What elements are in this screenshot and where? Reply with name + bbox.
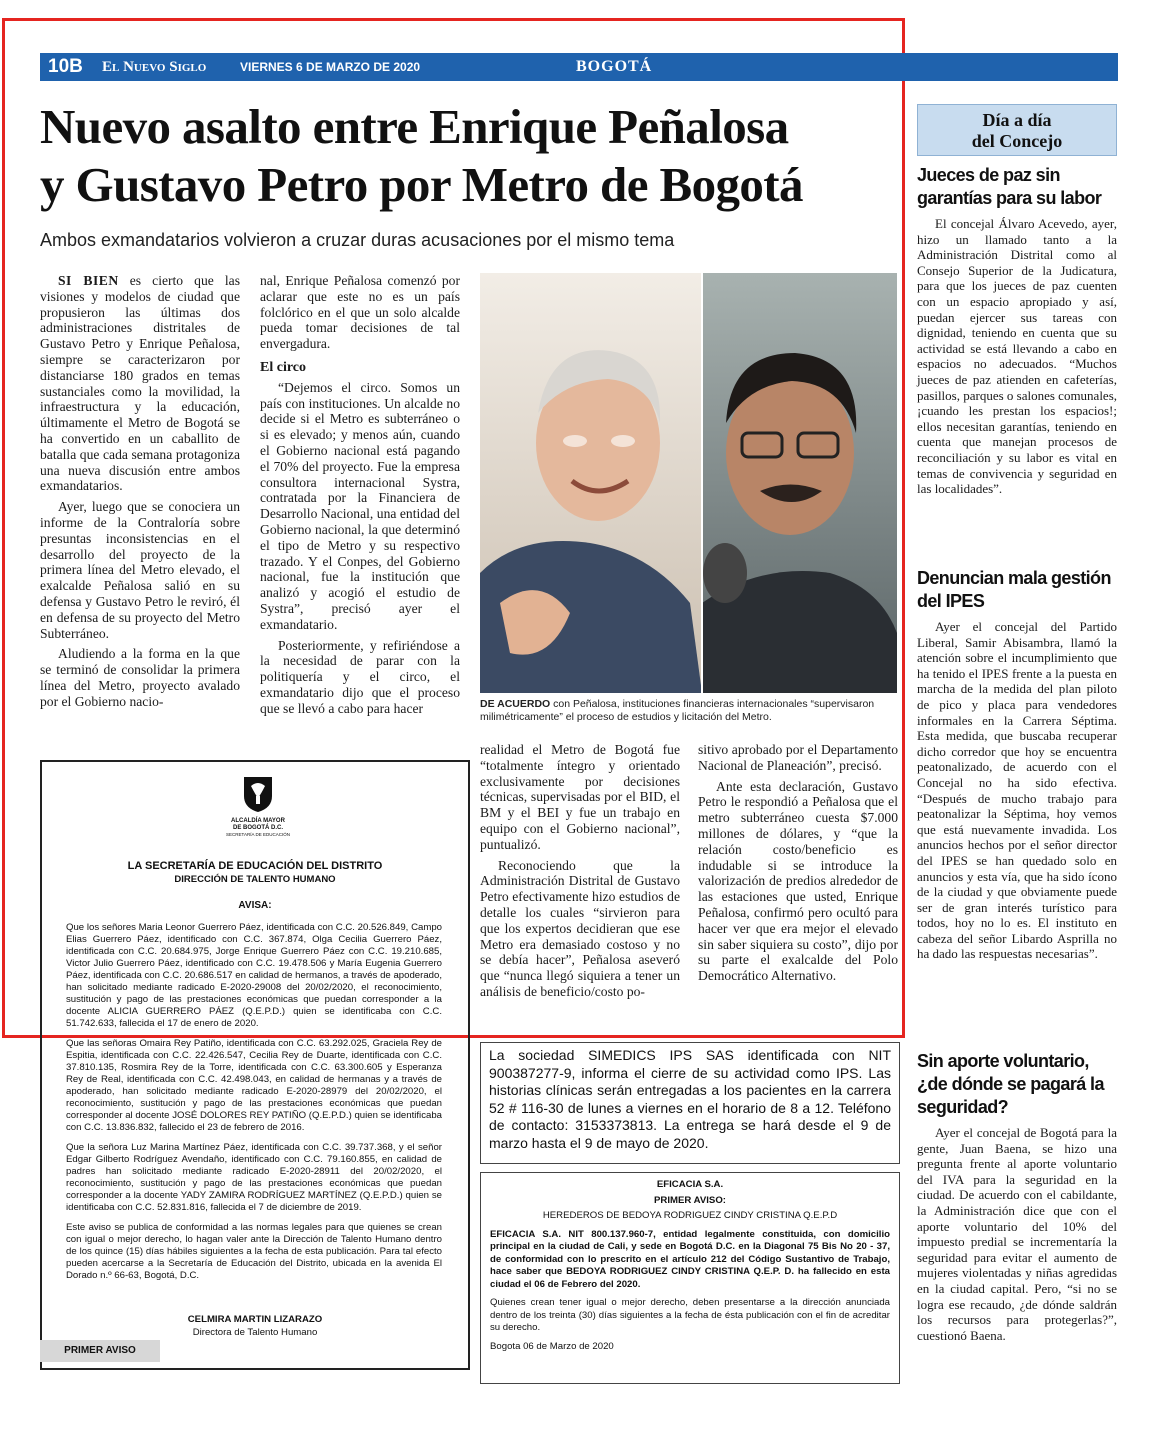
column-3-paragraph-1: realidad el Metro de Bogotá fue “totalmente íntegro y orientado exclusivamente por decisiones técnicas, supervisadas por el BID, el BM y el BEI y fue un trabajo en equipo con el Gobierno nacional”, puntualizó. <box>480 742 680 852</box>
sidebar-text-1: El concejal Álvaro Acevedo, ayer, hizo un llamado tanto a la Administración Distrital como al Consejo Superior de la Judicatura, para que los jueces de paz cuenten con un espacio apropiado y así, puedan ejercer sus tareas con dignidad, teniendo en cuenta que su actividad se está llevando a cabo en espacios no adecuados. “Muchos jueces de paz atienden en cafeterías, pasillos, parques o salones comunales, ¡cuando les prestan los espacios!; ellos necesitan garantías, teniendo en cuenta que manejan procesos de reconciliación y su labor es vital en temas de convivencia y seguridad en las localidades”. <box>917 216 1118 497</box>
column-2-paragraph-3: Posteriormente, y refiriéndose a la necesidad de parar con la politiquería y el circo, el exmandatario dijo que el proceso que se llevó a cabo para hacer <box>260 637 460 716</box>
notice-secretaria-educacion <box>40 760 470 1370</box>
notice-title: LA SECRETARÍA DE EDUCACIÓN DEL DISTRITO <box>127 860 383 872</box>
column-2-paragraph-1: nal, Enrique Peñalosa comenzó por aclarar que este no es un país folclórico en el que un solo alcalde pueda tomar decisiones de tal envergadura. <box>260 273 460 352</box>
article-photo <box>480 273 897 693</box>
eficacia-company: EFICACIA S.A. <box>656 1179 724 1190</box>
eficacia-paragraph-1: EFICACIA S.A. NIT 800.137.960-7, entidad legalmente constituida, con domicilio principal en la ciudad de Cali, y sede en Bogotá D.C. en la Diagonal 75 Bis No 20 - 37, de conformidad con lo prescrito en el artículo 212 del Código Sustantivo de Trabajo, hace saber que BEDOYA RODRIGUEZ CINDY CRISTINA Q.E.P. D. ha fallecido en esta ciudad el 06 de Febrero del 2020. <box>490 1228 890 1290</box>
notice-paragraph-1: Que los señores Maria Leonor Guerrero Páez, identificada con C.C. 20.526.849, Campo Elias Guerrero Páez, identificado con C.C. 367.874, Olga Cecilia Guerrero Páez, identificada con C.C. 20.684.975, Jorge Enrique Guerrero Páez con C.C. 19.210.685, Victor Julio Guerrero Páez, identificado con C.C. 19.478.506 y María Eugenia Guerrero Páez, identificada con C.C. 20.686.517 en calidad de hermanos, a través de apoderado, han solicitado mediante radicado E-2020-29008 del 20/02/2020, el reconocimiento, sustitución y pago de las prestaciones económicas que puedan corresponder a la docente ALICIA GUERRERO PÁEZ (Q.E.P.D.) quien se identificaba con C.C. 51.742.633, fallecida el 17 de enero de 2020. <box>66 922 442 1029</box>
column-4-paragraph-1: sitivo aprobado por el Departamento Nacional de Planeación”, precisó. <box>698 742 898 773</box>
notice-body <box>66 922 442 1290</box>
notice-paragraph-2: Que las señoras Omaira Rey Patiño, identificada con C.C. 63.292.025, Graciela Rey de Espitia, identificada con C.C. 22.426.547, Cecilia Rey de Duarte, identificada con C.C. 37.810.135, Rosmira Rey de la Torre, identificada con C.C. 63.300.605 y Esperanza Rey de Real, identificada con C.C. 42.498.043, en calidad de hermanas y a través de apoderado, han solicitado mediante radicado E-2020-28979 del 20/02/2020, el reconocimiento, sustitución y pago de las prestaciones económicas que puedan corresponder al docente JOSÉ DOLORES REY PATIÑO (Q.E.P.D.) quien se identificaba con C.C. 13.836.832, fallecido el 23 de febrero de 2016. <box>66 1038 442 1133</box>
article-column-2 <box>260 273 460 722</box>
sidebar-item-jueces <box>917 164 1117 497</box>
newspaper-name: El Nuevo Siglo <box>102 59 207 75</box>
section-name: BOGOTÁ <box>576 58 653 75</box>
column-3-paragraph-2: Reconociendo que la Administración Distrital de Gustavo Petro efectivamente hizo estudios de detalle los cuales “sirvieron para que los expertos decidieran que ese Metro era demasiado costoso y no se debía hacer”, Peñalosa aseveró que “nunca llegó siquiera a tener un análisis de beneficio/costo po- <box>480 857 680 999</box>
alcaldia-logo: ALCALDÍA MAYOR DE BOGOTÁ D.C. SECRETARÍA DE EDUCACIÓN <box>218 774 298 838</box>
lead-in: SI BIEN <box>58 273 119 288</box>
column-4-paragraph-2: Ante esta declaración, Gustavo Petro le respondió a Peñalosa que el metro subterráneo cuesta $7.000 millones de dólares, y “que la relación costo/beneficio es indudable si se introduce la valorización de predios alrededor de las estaciones que usted, Enrique Peñalosa, confirmó pero ocultó para hacer ver que era mejor el elevado sin saber siquiera su costo”, dijo por su parte el exalcalde del Polo Democrático Alternativo. <box>698 778 898 984</box>
notice-simedics: La sociedad SIMEDICS IPS SAS identificada con NIT 900387277-9, informa el cierre de su actividad como IPS. Las historias clínicas serán entregadas a los pacientes en la carrera 52 # 116-30 de lunes a viernes en el horario de 8 a 12. Teléfono de contacto: 3153373813. La entrega se hará desde el 9 de marzo hasta el 9 de mayo de 2020. <box>480 1042 900 1164</box>
page-number: 10B <box>48 56 83 77</box>
issue-date: VIERNES 6 DE MARZO DE 2020 <box>240 60 421 74</box>
sidebar-text-2: Ayer el concejal del Partido Liberal, Samir Abisambra, llamó la atención sobre el incumplimiento que ha tenido el IPES frente a la puesta en marcha de la medida del plan piloto de pico y placa para vendedores informales en la Carrera Séptima. Esta medida, que buscaba recuperar dicho corredor que hoy se encuentra peatonalizado, de acuerdo con el Concejal no ha sido efectiva. “Después de mucho trabajo para peatonalizar la Séptima, hoy vemos que está nuevamente invadida. Los anuncios hechos por el señor director del IPES se han quedado solo en anuncios y esta vía, que ha sido ícono de la ciudad y que obviamente puede ser de gran interés turístico para todos, hoy no lo es. El instituto en cabeza del señor Libardo Asprilla no ha dado las respuestas necesarias”. <box>917 619 1117 962</box>
photo-caption: DE ACUERDO con Peñalosa, instituciones financieras internacionales “supervisaron milimétricamente” el proceso de estudios y licitación del Metro. <box>480 698 875 723</box>
notice-eficacia <box>480 1172 900 1384</box>
notice-paragraph-3: Que la señora Luz Marina Martínez Páez, identificada con C.C. 39.737.368, y el señor Edgar Gilberto Rodríguez Avendaño, identificado con C.C. 79.160.855, en calidad de padres han solicitado mediante radicado E-2020-28911 del 20/02/2020, el reconocimiento, sustitución y pago de las prestaciones económicas que puedan corresponder a la docente YADY ZAMIRA RODRÍGUEZ MARTÍNEZ (Q.E.P.D.) quien se identificaba con C.C. 52.831.816, fallecida el 7 de diciembre de 2019. <box>66 1142 442 1213</box>
page-header-band <box>40 53 1118 81</box>
notice-paragraph-4: Este aviso se publica de conformidad a las normas legales para que quienes se crean con igual o mejor derecho, lo hagan valer ante la Dirección de Talento Humano dentro de los quince (15) días hábiles siguientes a la fecha de esta publicación. Para tal efecto pueden acercarse a la Secretaría de Educación del Distrito, ubicada en la avenida El Dorado n.º 66-63, Bogotá, D.C. <box>66 1222 442 1281</box>
article-column-1 <box>40 273 240 715</box>
sidebar-text-3: Ayer el concejal de Bogotá para la gente, Juan Baena, se hizo una pregunta frente al aporte voluntario del IVA para la seguridad en la ciudad. De acuerdo con el cabildante, la Administración dice que con el aporte voluntario del 10% del impuesto predial se incrementaría la seguridad para evitar el aumento de mujeres violentadas y niñas agredidas en la ciudad capital. Pero, “si no se logra ese recaudo, ¿de dónde saldrán los recursos para protegerlas?”, cuestionó Baena. <box>917 1125 1117 1343</box>
article-column-4 <box>698 742 898 989</box>
notice-signer-title: Directora de Talento Humano <box>192 1327 318 1338</box>
article-deck: Ambos exmandatarios volvieron a cruzar duras acusaciones por el mismo tema <box>40 230 675 250</box>
sidebar-heading-1: Jueces de paz sin garantías para su labor <box>917 165 1102 208</box>
notice-signer: CELMIRA MARTIN LIZARAZO <box>187 1314 323 1325</box>
caption-lead: DE ACUERDO <box>480 698 551 710</box>
column-1-paragraph-1: SI BIEN es cierto que las visiones y modelos de ciudad que propusieron las últimas dos administraciones distritales de Gustavo Petro y Enrique Peñalosa, siempre se caracterizaron por distanciarse 180 grados en temas sustanciales como la movilidad, la infraestructura y la educación, últimamente el Metro de Bogotá se ha convertido en un caballito de batalla que cada semana protagoniza una nueva discusión entre ambos exmandatarios. <box>40 273 240 494</box>
eficacia-paragraph-2: Quienes crean tener igual o mejor derecho, deben presentarse a la dirección anunciada dentro de los treinta (30) días siguientes a la fecha de ésta publicación con el fin de acreditar su derecho. <box>490 1297 890 1333</box>
headline-line-2: y Gustavo Petro por Metro de Bogotá <box>40 157 803 212</box>
sidebar-item-seguridad <box>917 1050 1117 1343</box>
sidebar-title-box: Día a día del Concejo <box>917 104 1117 156</box>
photo-penalosa-petro <box>480 273 897 693</box>
column-1-paragraph-3: Aludiendo a la forma en la que se terminó de consolidar la primera línea del Metro, proyecto avalado por el Gobierno nacio- <box>40 646 240 709</box>
column-2-paragraph-2: “Dejemos el circo. Somos un país con instituciones. Un alcalde no decide si el Metro es subterráneo o si es elevado; y menos aún, cuando el Gobierno nacional está pagando el 70% del proyecto. Fue la empresa consultora internacional Systra, contratada por la Financiera de Desarrollo Nacional, una entidad del Gobierno nacional, la que determinó el tipo de Metro y su respectivo trazado. Y el Conpes, del Gobierno nacional, fue la institución que analizó y acogió el estudio de Systra”, precisó ayer el exmandatario. <box>260 379 460 632</box>
eficacia-aviso: PRIMER AVISO: <box>654 1194 726 1206</box>
subhead-el-circo: El circo <box>260 359 307 375</box>
article-column-3 <box>480 742 680 1005</box>
primer-aviso-badge: PRIMER AVISO <box>40 1340 160 1362</box>
notice-avisa: AVISA: <box>238 900 272 911</box>
sidebar-item-ipes <box>917 567 1117 962</box>
headline-line-1: Nuevo asalto entre Enrique Peñalosa <box>40 99 789 154</box>
sidebar-heading-2: Denuncian mala gestión del IPES <box>917 568 1111 611</box>
eficacia-date: Bogota 06 de Marzo de 2020 <box>490 1340 614 1352</box>
eficacia-heirs: HEREDEROS DE BEDOYA RODRIGUEZ CINDY CRISTINA Q.E.P.D <box>542 1210 838 1221</box>
article-headline <box>40 98 900 214</box>
bogota-shield-icon <box>241 774 275 814</box>
sidebar-heading-3: Sin aporte voluntario, ¿de dónde se pagará la seguridad? <box>917 1051 1104 1117</box>
notice-subtitle: DIRECCIÓN DE TALENTO HUMANO <box>174 874 336 885</box>
column-1-paragraph-2: Ayer, luego que se conociera un informe de la Contraloría sobre presuntas inconsistencias en el desarrollo del proyecto de la primera línea del Metro elevado, el exalcalde Peñalosa salió en su defensa y Gustavo Petro le reviró, él en defensa de su proyecto del Metro Subterráneo. <box>40 499 240 641</box>
